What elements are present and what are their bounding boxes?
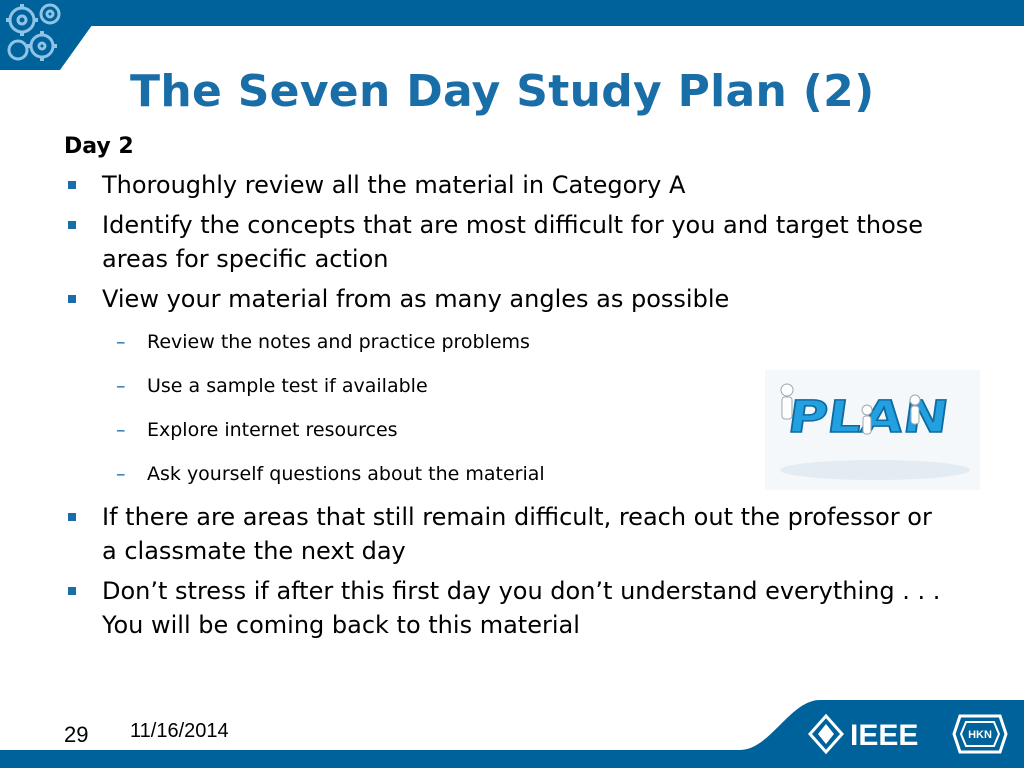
square-bullet-icon [68, 221, 76, 229]
slide-number: 29 [64, 722, 89, 747]
square-bullet-icon [68, 513, 76, 521]
bullet-text: Thoroughly review all the material in Category A [102, 171, 686, 199]
sub-bullet-text: Review the notes and practice problems [147, 331, 530, 353]
ieee-diamond-icon [810, 716, 842, 752]
dash-bullet-icon: – [116, 419, 126, 441]
bullet-text: If there are areas that still remain difficult, reach out the professor or a classmate the next day [102, 503, 932, 565]
dash-bullet-icon: – [116, 375, 126, 397]
bullet-item [64, 208, 944, 276]
bullet-text: Don’t stress if after this first day you don’t understand everything . . . You will be coming back to this material [102, 577, 941, 639]
bullet-text: Identify the concepts that are most difficult for you and target those areas for specific action [102, 211, 924, 273]
bullet-text: View your material from as many angles as possible [102, 285, 730, 313]
plan-letters: PLAN [784, 392, 924, 443]
square-bullet-icon [68, 295, 76, 303]
hkn-badge-icon [952, 712, 1008, 756]
square-bullet-icon [68, 181, 76, 189]
sub-bullet-text: Use a sample test if available [147, 375, 428, 397]
bullet-item [64, 500, 944, 568]
sub-bullet-text: Ask yourself questions about the material [147, 463, 545, 485]
hkn-label: HKN [968, 729, 992, 741]
sub-bullet-text: Explore internet resources [147, 419, 398, 441]
gear-cluster-icon [0, 0, 110, 70]
plan-illustration [765, 370, 980, 490]
ieee-wordmark: IEEE [850, 719, 919, 752]
slide-date: 11/16/2014 [130, 720, 229, 742]
day-heading: Day 2 [64, 134, 134, 159]
top-bar [0, 0, 1024, 26]
bullet-item [64, 168, 944, 202]
dash-bullet-icon: – [116, 463, 126, 485]
square-bullet-icon [68, 587, 76, 595]
bullet-item [64, 282, 944, 316]
slide-title: The Seven Day Study Plan (2) [130, 66, 875, 117]
dash-bullet-icon: – [116, 331, 126, 353]
sub-bullet-item [64, 330, 944, 354]
bullet-item [64, 574, 944, 642]
ieee-logo [808, 712, 938, 756]
